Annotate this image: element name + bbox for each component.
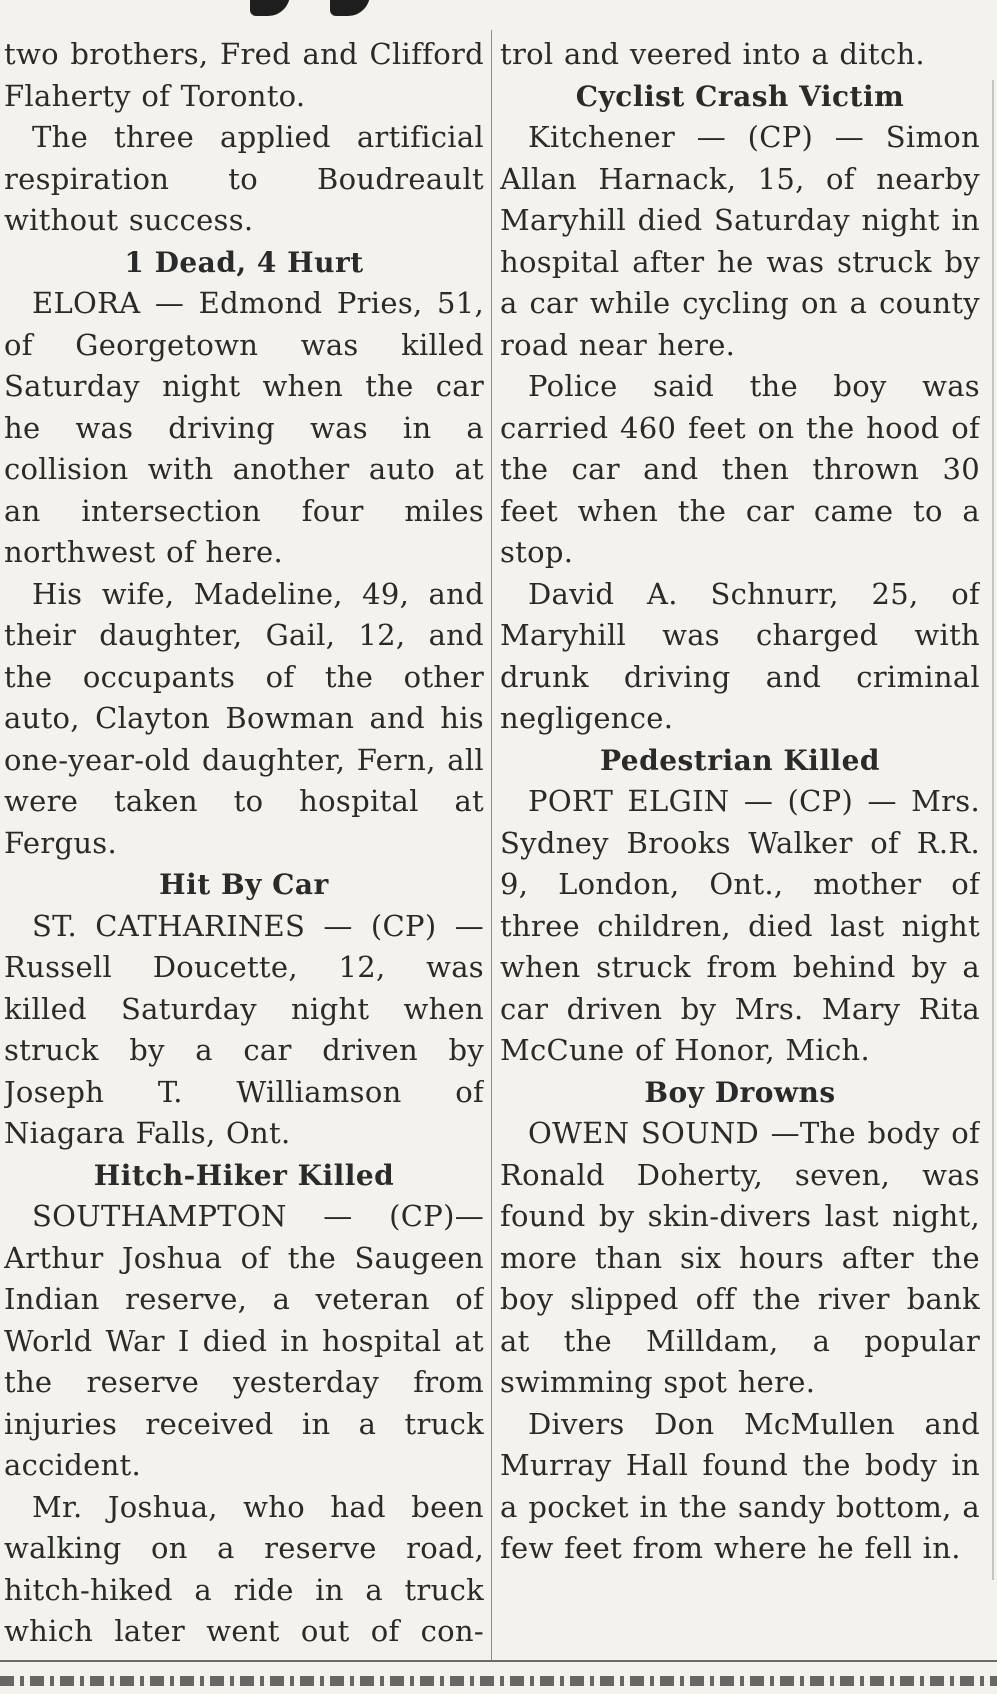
cropped-text-fragment	[0, 1676, 997, 1686]
column-divider	[491, 30, 492, 1660]
paragraph: David A. Schnurr, 25, of Maryhill was charged with drunk driving and criminal negligence.	[500, 576, 980, 735]
bottom-rule	[0, 1660, 997, 1662]
paragraph: SOUTHAMPTON — (CP)— Arthur Joshua of the Saugeen Indian reserve, a veteran of World War I died in hospital at the reserve yesterday from injuries received in a truck accident.	[4, 1199, 484, 1482]
section-heading: Boy Drowns	[644, 1075, 836, 1109]
cropped-headline-fragment	[0, 0, 997, 34]
right-edge-rule	[992, 80, 994, 1580]
left-column	[4, 34, 484, 1659]
headline-fragment-mark	[330, 0, 370, 16]
headline-fragment-mark	[250, 0, 290, 16]
paragraph: Police said the boy was carried 460 feet on the hood of the car and then thrown 30 feet when the car came to a stop.	[500, 369, 980, 569]
paragraph: The three applied artificial respiration to Boudreault without success.	[4, 120, 484, 237]
section-heading: Hitch-Hiker Killed	[93, 1158, 395, 1192]
paragraph: ELORA — Edmond Pries, 51, of Georgetown was killed Saturday night when the car he was driving was in a collision with another auto at an intersection four miles northwest of here.	[4, 286, 484, 569]
paragraph: Mr. Joshua, who had been walking on a reserve road, hitch-hiked a ride in a truck which later went out of con-	[4, 1489, 484, 1648]
right-column	[500, 34, 980, 1659]
paragraph: His wife, Madeline, 49, and their daughter, Gail, 12, and the occupants of the other auto, Clayton Bowman and his one-year-old daughter, Fern, all were taken to hospital at Fergus.	[4, 576, 484, 860]
paragraph: PORT ELGIN — (CP) — Mrs. Sydney Brooks Walker of R.R. 9, London, Ont., mother of three children, died last night when struck from behind by a car driven by Mrs. Mary Rita McCune of Honor, Mich.	[500, 784, 980, 1067]
paragraph: two brothers, Fred and Clifford Flaherty of Toronto.	[4, 37, 484, 113]
paragraph: Kitchener — (CP) — Simon Allan Harnack, 15, of nearby Maryhill died Saturday night in hospital after he was struck by a car while cycling on a county road near here.	[500, 120, 980, 362]
section-heading: 1 Dead, 4 Hurt	[124, 245, 364, 279]
section-heading: Pedestrian Killed	[600, 743, 880, 777]
paragraph: Divers Don McMullen and Murray Hall found the body in a pocket in the sandy bottom, a few feet from where he fell in.	[500, 1406, 980, 1565]
paragraph: ST. CATHARINES — (CP) —Russell Doucette, 12, was killed Saturday night when struck by a car driven by Joseph T. Williamson of Niagara Falls, Ont.	[4, 908, 484, 1150]
paragraph: OWEN SOUND —The body of Ronald Doherty, seven, was found by skin-divers last night, more than six hours after the boy slipped off the river bank at the Milldam, a popular swimming spot here.	[500, 1116, 980, 1399]
section-heading: Cyclist Crash Victim	[575, 79, 905, 113]
paragraph: trol and veered into a ditch.	[500, 37, 925, 71]
section-heading: Hit By Car	[159, 868, 329, 901]
